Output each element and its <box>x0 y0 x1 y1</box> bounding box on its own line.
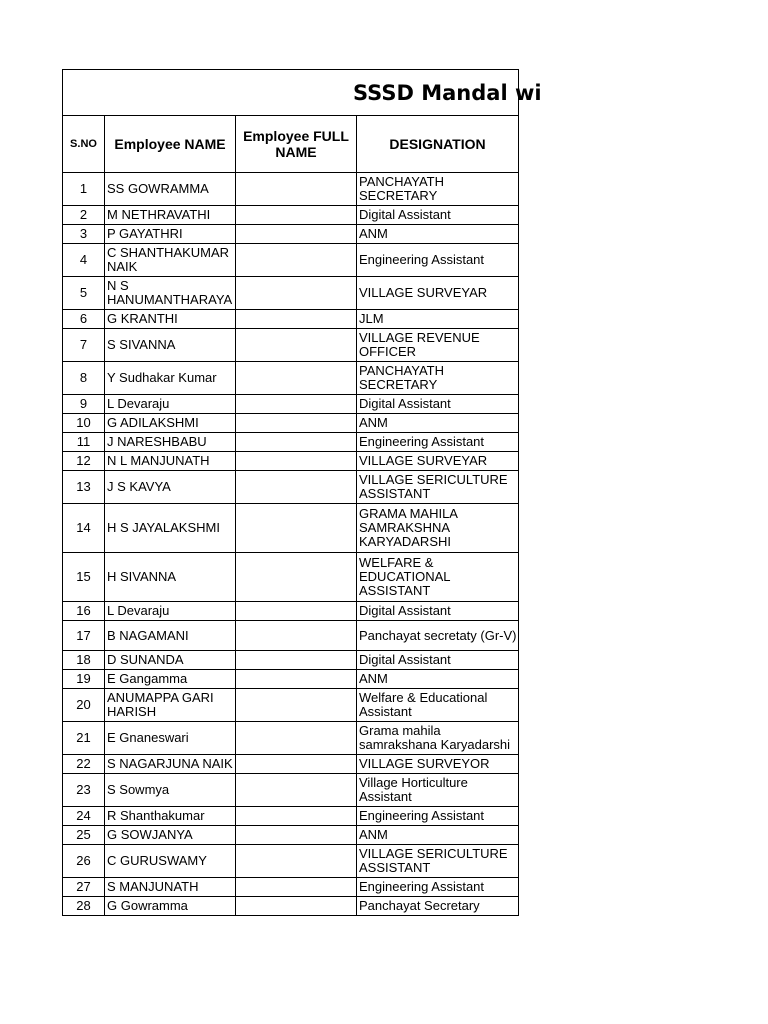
title-row <box>63 70 519 116</box>
table-row <box>63 878 519 897</box>
table-row <box>63 845 519 878</box>
sno-cell: 17 <box>63 621 105 651</box>
sno-cell: 13 <box>63 471 105 504</box>
table-row <box>63 362 519 395</box>
employee-name-cell: D SUNANDA <box>105 651 236 670</box>
sno-cell: 22 <box>63 755 105 774</box>
sno-cell: 2 <box>63 206 105 225</box>
designation-cell: VILLAGE SURVEYAR <box>357 277 519 310</box>
employee-full-name-cell <box>236 471 357 504</box>
designation-cell: Village Horticulture Assistant <box>357 774 519 807</box>
employee-full-name-cell <box>236 452 357 471</box>
employee-name-cell: R Shanthakumar <box>105 807 236 826</box>
employee-full-name-cell <box>236 826 357 845</box>
employee-name-cell: G KRANTHI <box>105 310 236 329</box>
designation-cell: GRAMA MAHILA SAMRAKSHNA KARYADARSHI <box>357 504 519 553</box>
header-designation: DESIGNATION <box>357 116 519 173</box>
table-row <box>63 471 519 504</box>
sno-cell: 11 <box>63 433 105 452</box>
table-row <box>63 826 519 845</box>
employee-name-cell: C GURUSWAMY <box>105 845 236 878</box>
table-row <box>63 329 519 362</box>
header-employee-full-name: Employee FULL NAME <box>236 116 357 173</box>
sno-cell: 1 <box>63 173 105 206</box>
employee-name-cell: SS GOWRAMMA <box>105 173 236 206</box>
employee-full-name-cell <box>236 670 357 689</box>
sno-cell: 8 <box>63 362 105 395</box>
designation-cell: Digital Assistant <box>357 395 519 414</box>
employee-full-name-cell <box>236 651 357 670</box>
table-row <box>63 755 519 774</box>
designation-cell: PANCHAYATH SECRETARY <box>357 362 519 395</box>
designation-cell: Panchayat Secretary <box>357 897 519 916</box>
sno-cell: 24 <box>63 807 105 826</box>
sno-cell: 5 <box>63 277 105 310</box>
sno-cell: 10 <box>63 414 105 433</box>
sno-cell: 18 <box>63 651 105 670</box>
sno-cell: 16 <box>63 602 105 621</box>
employee-full-name-cell <box>236 602 357 621</box>
designation-cell: VILLAGE SERICULTURE ASSISTANT <box>357 845 519 878</box>
sno-cell: 4 <box>63 244 105 277</box>
designation-cell: Grama mahila samrakshana Karyadarshi <box>357 722 519 755</box>
employee-name-cell: G SOWJANYA <box>105 826 236 845</box>
employee-full-name-cell <box>236 621 357 651</box>
table-row <box>63 173 519 206</box>
employee-full-name-cell <box>236 504 357 553</box>
employee-name-cell: N L MANJUNATH <box>105 452 236 471</box>
designation-cell: Engineering Assistant <box>357 244 519 277</box>
sno-cell: 15 <box>63 553 105 602</box>
employee-name-cell: S Sowmya <box>105 774 236 807</box>
table-body <box>63 173 519 916</box>
table-row <box>63 774 519 807</box>
employee-name-cell: M NETHRAVATHI <box>105 206 236 225</box>
employee-name-cell: Y Sudhakar Kumar <box>105 362 236 395</box>
employee-name-cell: H S JAYALAKSHMI <box>105 504 236 553</box>
table-row <box>63 689 519 722</box>
employee-name-cell: J NARESHBABU <box>105 433 236 452</box>
header-row <box>63 116 519 173</box>
employee-full-name-cell <box>236 689 357 722</box>
employee-name-cell: E Gnaneswari <box>105 722 236 755</box>
employee-full-name-cell <box>236 774 357 807</box>
designation-cell: VILLAGE REVENUE OFFICER <box>357 329 519 362</box>
employee-full-name-cell <box>236 395 357 414</box>
table-row <box>63 651 519 670</box>
designation-cell: ANM <box>357 670 519 689</box>
employee-name-cell: N S HANUMANTHARAYA <box>105 277 236 310</box>
employee-full-name-cell <box>236 173 357 206</box>
sno-cell: 20 <box>63 689 105 722</box>
designation-cell: Panchayat secretaty (Gr-V) <box>357 621 519 651</box>
table-row <box>63 225 519 244</box>
sno-cell: 7 <box>63 329 105 362</box>
designation-cell: Digital Assistant <box>357 206 519 225</box>
employee-name-cell: L Devaraju <box>105 602 236 621</box>
table-row <box>63 277 519 310</box>
spreadsheet <box>62 69 542 925</box>
employee-name-cell: C SHANTHAKUMAR NAIK <box>105 244 236 277</box>
designation-cell: Engineering Assistant <box>357 878 519 897</box>
table-row <box>63 602 519 621</box>
employee-name-cell: B NAGAMANI <box>105 621 236 651</box>
table-row <box>63 310 519 329</box>
table-row <box>63 807 519 826</box>
sno-cell: 25 <box>63 826 105 845</box>
sno-cell: 12 <box>63 452 105 471</box>
sno-cell: 3 <box>63 225 105 244</box>
designation-cell: Digital Assistant <box>357 651 519 670</box>
employee-name-cell: G ADILAKSHMI <box>105 414 236 433</box>
table-row <box>63 452 519 471</box>
designation-cell: VILLAGE SURVEYOR <box>357 755 519 774</box>
designation-cell: Welfare & Educational Assistant <box>357 689 519 722</box>
employee-full-name-cell <box>236 755 357 774</box>
table-row <box>63 621 519 651</box>
employee-name-cell: H SIVANNA <box>105 553 236 602</box>
table-row <box>63 433 519 452</box>
header-employee-name: Employee NAME <box>105 116 236 173</box>
sno-cell: 6 <box>63 310 105 329</box>
designation-cell: ANM <box>357 826 519 845</box>
employee-full-name-cell <box>236 878 357 897</box>
designation-cell: Engineering Assistant <box>357 807 519 826</box>
employee-full-name-cell <box>236 225 357 244</box>
sno-cell: 14 <box>63 504 105 553</box>
employee-full-name-cell <box>236 845 357 878</box>
employee-full-name-cell <box>236 897 357 916</box>
employee-name-cell: S NAGARJUNA NAIK <box>105 755 236 774</box>
table-row <box>63 897 519 916</box>
table-row <box>63 504 519 553</box>
employee-full-name-cell <box>236 362 357 395</box>
designation-cell: VILLAGE SERICULTURE ASSISTANT <box>357 471 519 504</box>
employee-full-name-cell <box>236 206 357 225</box>
sno-cell: 9 <box>63 395 105 414</box>
employee-full-name-cell <box>236 433 357 452</box>
table-row <box>63 244 519 277</box>
sheet-title: SSSD Mandal wi <box>353 80 542 105</box>
table-row <box>63 206 519 225</box>
sno-cell: 21 <box>63 722 105 755</box>
employee-full-name-cell <box>236 722 357 755</box>
employee-name-cell: G Gowramma <box>105 897 236 916</box>
employee-full-name-cell <box>236 329 357 362</box>
employee-full-name-cell <box>236 310 357 329</box>
employee-full-name-cell <box>236 553 357 602</box>
designation-cell: Digital Assistant <box>357 602 519 621</box>
employee-name-cell: S MANJUNATH <box>105 878 236 897</box>
designation-cell: ANM <box>357 414 519 433</box>
designation-cell: Engineering Assistant <box>357 433 519 452</box>
sno-cell: 19 <box>63 670 105 689</box>
table-row <box>63 553 519 602</box>
designation-cell: VILLAGE SURVEYAR <box>357 452 519 471</box>
employee-table <box>62 69 542 916</box>
employee-name-cell: J S KAVYA <box>105 471 236 504</box>
sno-cell: 28 <box>63 897 105 916</box>
table-row <box>63 722 519 755</box>
table-row <box>63 414 519 433</box>
header-sno: S.NO <box>63 116 105 173</box>
table-row <box>63 395 519 414</box>
designation-cell: PANCHAYATH SECRETARY <box>357 173 519 206</box>
designation-cell: JLM <box>357 310 519 329</box>
employee-full-name-cell <box>236 414 357 433</box>
sno-cell: 23 <box>63 774 105 807</box>
sheet-title-cell <box>63 70 542 116</box>
employee-name-cell: ANUMAPPA GARI HARISH <box>105 689 236 722</box>
sno-cell: 27 <box>63 878 105 897</box>
employee-full-name-cell <box>236 244 357 277</box>
employee-name-cell: L Devaraju <box>105 395 236 414</box>
employee-full-name-cell <box>236 277 357 310</box>
employee-full-name-cell <box>236 807 357 826</box>
designation-cell: ANM <box>357 225 519 244</box>
sno-cell: 26 <box>63 845 105 878</box>
table-row <box>63 670 519 689</box>
designation-cell: WELFARE & EDUCATIONAL ASSISTANT <box>357 553 519 602</box>
employee-name-cell: E Gangamma <box>105 670 236 689</box>
employee-name-cell: P GAYATHRI <box>105 225 236 244</box>
employee-name-cell: S SIVANNA <box>105 329 236 362</box>
